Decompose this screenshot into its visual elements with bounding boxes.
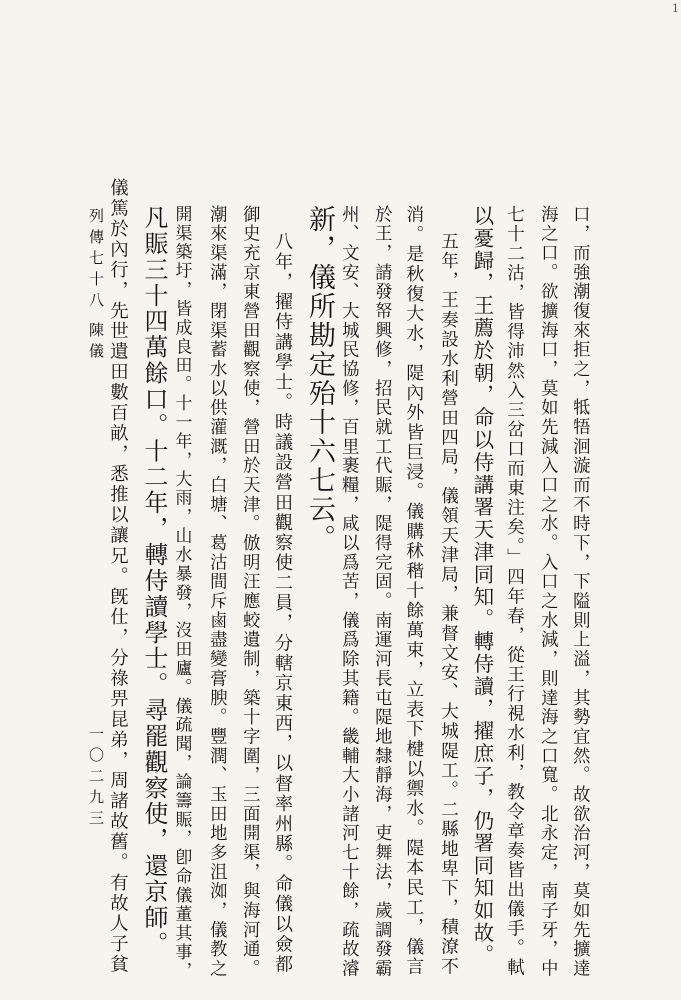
text-column: 新，儀所勘定殆十六七云。	[304, 205, 335, 553]
text-column: 州、文安、大城民協修，百里裹糧，咸以爲苦，儀爲除其籍。畿輔大小諸河七十餘，疏故濬	[338, 205, 359, 979]
text-column: 以憂歸，王薦於朝，命以侍講署天津同知。轉侍讀，擢庶子，仍署同知如故。	[470, 205, 495, 967]
text-column: 潮來渠滿，閉渠蓄水以供灌溉，白塘、葛沽間斥鹵盡變膏腴。豐潤、玉田地多沮洳，儀教之	[206, 205, 227, 979]
text-column: 八年，擢侍講學士。時議設營田觀察使二員，分轄京東西，以督率州縣。命儀以僉都	[272, 232, 294, 975]
text-column: 御史充京東營田觀察使，營田於天津。倣明汪應蛟遺制，築十字圍，三面開渠，與海河通。	[239, 205, 260, 979]
running-head-subject: 陳儀	[87, 322, 105, 364]
text-column: 於王，請發帑興修，招民就工代賑，隄得完固。南運河長屯隄地隸靜海，吏舞法，歲調發霸	[371, 205, 392, 979]
corner-mark: 1	[672, 2, 679, 15]
text-column: 消。是秋復大水，隄內外皆巨浸。儀購秫稭十餘萬束，立表下楗以禦水。隄本民工，儀言	[403, 205, 425, 977]
text-column: 七十二沽，皆得沛然入三岔口而東注矣。」四年春，從王行視水利，教令章奏皆出儀手。軾	[504, 205, 525, 978]
text-column: 五年，王奏設水利營田四局，儀領天津局，兼督文安、大城隄工。二縣地卑下，積潦不	[438, 232, 459, 977]
text-column: 口，而強潮復來拒之，牴牾洄漩而不時下，下隘則上溢，其勢宜然。故欲治河，莫如先擴達	[569, 205, 590, 979]
text-column: 海之口。欲擴海口，莫如先減入口之水。入口之水減，則達海之口寬。北永定，南子牙，中	[537, 205, 558, 979]
text-column: 儀篤於內行，先世遺田數百畝，悉推以讓兄。旣仕，分祿畀昆弟，周諸故舊。有故人子貧	[107, 178, 129, 975]
text-column: 開渠築圩，皆成良田。十一年，大雨，山水暴發，沒田廬。儀疏聞，論籌賑，卽命儀董其事，	[172, 205, 193, 981]
page-number: 一〇二九三	[87, 726, 105, 831]
text-column: 凡賑三十四萬餘口。十二年，轉侍讀學士。尋罷觀察使，還京師。	[139, 205, 168, 957]
running-head-chapter: 列傳七十八	[87, 208, 105, 313]
